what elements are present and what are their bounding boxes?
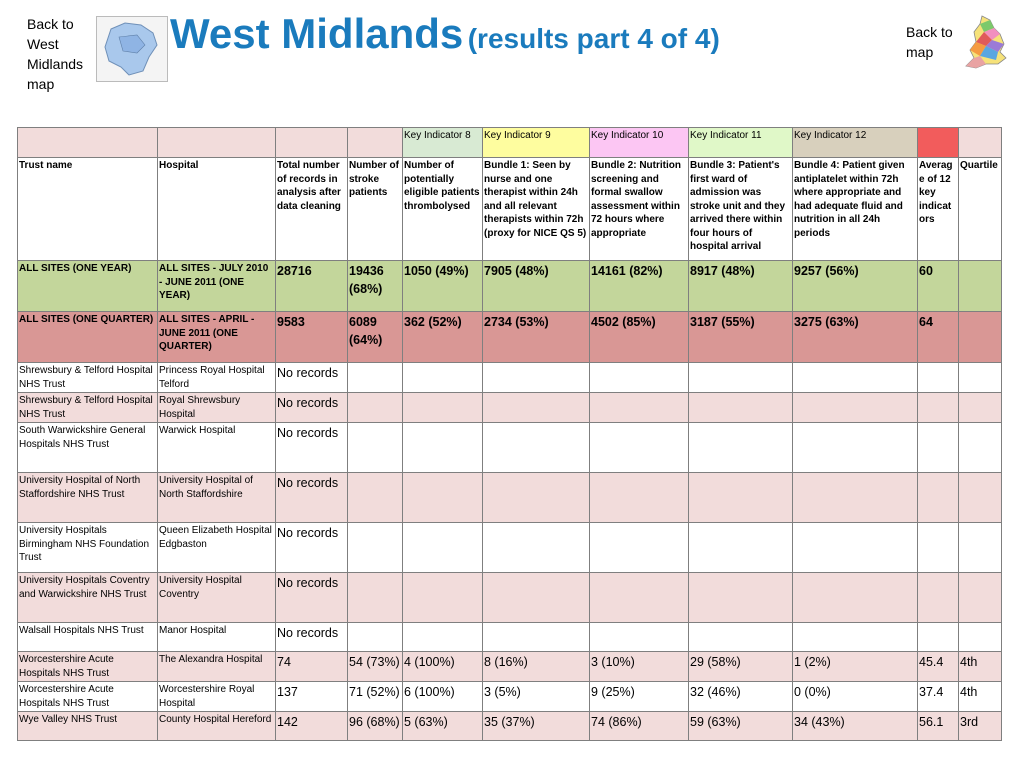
- cell-ki8: [403, 523, 483, 573]
- cell-ki8: [403, 423, 483, 473]
- column-header: Quartile: [959, 158, 1002, 261]
- table-row: [18, 423, 1002, 473]
- column-header-row: [18, 158, 1002, 261]
- cell-ki10: [590, 573, 689, 623]
- cell-ki9: [483, 623, 590, 652]
- table-row: [18, 652, 1002, 682]
- key-indicator-12: Key Indicator 12: [793, 128, 918, 158]
- column-header: Number of potentially eligible patients thrombolysed: [403, 158, 483, 261]
- cell-avg: 56.1: [918, 712, 959, 741]
- cell-ki12: [793, 573, 918, 623]
- cell-ki12: 34 (43%): [793, 712, 918, 741]
- cell-quartile: [959, 393, 1002, 423]
- cell-stroke: [348, 623, 403, 652]
- cell-records: 74: [276, 652, 348, 682]
- cell-avg: [918, 523, 959, 573]
- cell-stroke: [348, 363, 403, 393]
- cell-hospital: Royal Shrewsbury Hospital: [158, 393, 276, 423]
- cell-ki8: 4 (100%): [403, 652, 483, 682]
- cell-hospital: University Hospital of North Staffordshire: [158, 473, 276, 523]
- cell-ki9: [483, 523, 590, 573]
- summary-row-one-year: ALL SITES (ONE YEAR) ALL SITES - JULY 2010 - JUNE 2011 (ONE YEAR) 28716 19436 (68%) 1050 (49%) 7905 (48%) 14161 (82%) 8917 (48%) 9257 (56%) 60: [18, 261, 1002, 312]
- cell-ki12: [793, 423, 918, 473]
- cell-ki12: [793, 393, 918, 423]
- cell-quartile: [959, 573, 1002, 623]
- cell-records: No records: [276, 393, 348, 423]
- cell-ki10: [590, 623, 689, 652]
- cell-ki8: [403, 473, 483, 523]
- cell-trust: Shrewsbury & Telford Hospital NHS Trust: [18, 363, 158, 393]
- cell-quartile: [959, 623, 1002, 652]
- table-row: [18, 473, 1002, 523]
- table-row: [18, 573, 1002, 623]
- cell-ki10: 74 (86%): [590, 712, 689, 741]
- cell-avg: [918, 423, 959, 473]
- cell-hospital: The Alexandra Hospital: [158, 652, 276, 682]
- cell-quartile: [959, 363, 1002, 393]
- cell-trust: Shrewsbury & Telford Hospital NHS Trust: [18, 393, 158, 423]
- cell-trust: Worcestershire Acute Hospitals NHS Trust: [18, 652, 158, 682]
- cell-stroke: [348, 573, 403, 623]
- column-header: Bundle 4: Patient given antiplatelet within 72h where appropriate and had adequate fluid and nutrition in all 24h periods: [793, 158, 918, 261]
- average-header-swatch: [918, 128, 959, 158]
- summary-row-one-quarter: ALL SITES (ONE QUARTER) ALL SITES - APRIL - JUNE 2011 (ONE QUARTER) 9583 6089 (64%) 362 (52%) 2734 (53%) 4502 (85%) 3187 (55%) 3275 (63%) 64: [18, 312, 1002, 363]
- cell-ki12: 0 (0%): [793, 682, 918, 712]
- cell-ki8: [403, 363, 483, 393]
- key-indicator-9: Key Indicator 9: [483, 128, 590, 158]
- cell-avg: [918, 473, 959, 523]
- table-row: [18, 363, 1002, 393]
- cell-trust: Walsall Hospitals NHS Trust: [18, 623, 158, 652]
- cell-ki11: [689, 363, 793, 393]
- cell-ki9: 35 (37%): [483, 712, 590, 741]
- results-table: [17, 127, 1002, 741]
- key-indicator-10: Key Indicator 10: [590, 128, 689, 158]
- cell-trust: University Hospitals Birmingham NHS Foundation Trust: [18, 523, 158, 573]
- cell-hospital: Manor Hospital: [158, 623, 276, 652]
- cell-ki12: [793, 363, 918, 393]
- column-header: Number of stroke patients: [348, 158, 403, 261]
- column-header: Hospital: [158, 158, 276, 261]
- key-indicator-8: Key Indicator 8: [403, 128, 483, 158]
- cell-ki9: [483, 423, 590, 473]
- cell-ki10: [590, 393, 689, 423]
- cell-stroke: 54 (73%): [348, 652, 403, 682]
- cell-ki11: [689, 423, 793, 473]
- cell-stroke: [348, 523, 403, 573]
- cell-ki11: [689, 573, 793, 623]
- cell-trust: University Hospital of North Staffordshire NHS Trust: [18, 473, 158, 523]
- page-title-sub: (results part 4 of 4): [467, 23, 720, 54]
- cell-ki8: 6 (100%): [403, 682, 483, 712]
- cell-ki11: [689, 623, 793, 652]
- cell-ki10: [590, 523, 689, 573]
- cell-records: 137: [276, 682, 348, 712]
- cell-ki11: [689, 523, 793, 573]
- cell-ki10: [590, 473, 689, 523]
- cell-records: 142: [276, 712, 348, 741]
- cell-hospital: Princess Royal Hospital Telford: [158, 363, 276, 393]
- cell-stroke: 96 (68%): [348, 712, 403, 741]
- cell-ki11: 29 (58%): [689, 652, 793, 682]
- cell-trust: Wye Valley NHS Trust: [18, 712, 158, 741]
- cell-hospital: Warwick Hospital: [158, 423, 276, 473]
- table-row: [18, 523, 1002, 573]
- column-header: Bundle 3: Patient's first ward of admission was stroke unit and they arrived there within four hours of hospital arrival: [689, 158, 793, 261]
- cell-ki10: [590, 363, 689, 393]
- cell-ki8: [403, 573, 483, 623]
- cell-trust: University Hospitals Coventry and Warwickshire NHS Trust: [18, 573, 158, 623]
- cell-ki12: [793, 523, 918, 573]
- cell-ki9: [483, 473, 590, 523]
- cell-ki11: 32 (46%): [689, 682, 793, 712]
- cell-ki12: 1 (2%): [793, 652, 918, 682]
- cell-ki10: 9 (25%): [590, 682, 689, 712]
- cell-hospital: Worcestershire Royal Hospital: [158, 682, 276, 712]
- cell-quartile: 4th: [959, 652, 1002, 682]
- cell-avg: 37.4: [918, 682, 959, 712]
- cell-quartile: [959, 423, 1002, 473]
- page-title: [170, 10, 720, 58]
- cell-stroke: [348, 393, 403, 423]
- cell-avg: [918, 393, 959, 423]
- cell-avg: 45.4: [918, 652, 959, 682]
- cell-ki9: [483, 363, 590, 393]
- cell-hospital: University Hospital Coventry: [158, 573, 276, 623]
- cell-records: No records: [276, 423, 348, 473]
- cell-ki10: [590, 423, 689, 473]
- cell-ki9: 8 (16%): [483, 652, 590, 682]
- column-header: Total number of records in analysis after data cleaning: [276, 158, 348, 261]
- key-indicator-row: [18, 128, 1002, 158]
- table-row: [18, 623, 1002, 652]
- cell-ki8: [403, 623, 483, 652]
- cell-ki9: [483, 393, 590, 423]
- cell-ki9: [483, 573, 590, 623]
- cell-quartile: [959, 473, 1002, 523]
- cell-ki9: 3 (5%): [483, 682, 590, 712]
- back-to-west-midlands-link[interactable]: Back to West Midlands map: [27, 16, 84, 92]
- cell-avg: [918, 363, 959, 393]
- cell-hospital: Queen Elizabeth Hospital Edgbaston: [158, 523, 276, 573]
- table-row: [18, 393, 1002, 423]
- cell-ki8: [403, 393, 483, 423]
- column-header: Bundle 2: Nutrition screening and formal swallow assessment within 72 hours where appropriate: [590, 158, 689, 261]
- key-indicator-11: Key Indicator 11: [689, 128, 793, 158]
- cell-records: No records: [276, 573, 348, 623]
- cell-records: No records: [276, 473, 348, 523]
- cell-avg: [918, 573, 959, 623]
- cell-ki12: [793, 623, 918, 652]
- column-header: Average of 12 key indicators: [918, 158, 959, 261]
- cell-quartile: [959, 523, 1002, 573]
- table-row: [18, 682, 1002, 712]
- england-map-thumbnail[interactable]: [960, 14, 1010, 70]
- cell-records: No records: [276, 363, 348, 393]
- cell-ki8: 5 (63%): [403, 712, 483, 741]
- cell-ki11: [689, 393, 793, 423]
- cell-avg: [918, 623, 959, 652]
- column-header: Trust name: [18, 158, 158, 261]
- cell-records: No records: [276, 523, 348, 573]
- back-to-map-link[interactable]: Back to map: [906, 24, 953, 60]
- cell-trust: Worcestershire Acute Hospitals NHS Trust: [18, 682, 158, 712]
- cell-ki11: 59 (63%): [689, 712, 793, 741]
- cell-quartile: 3rd: [959, 712, 1002, 741]
- cell-ki10: 3 (10%): [590, 652, 689, 682]
- cell-ki11: [689, 473, 793, 523]
- cell-ki12: [793, 473, 918, 523]
- cell-trust: South Warwickshire General Hospitals NHS Trust: [18, 423, 158, 473]
- cell-hospital: County Hospital Hereford: [158, 712, 276, 741]
- west-midlands-map-thumbnail[interactable]: [96, 16, 168, 82]
- table-row: [18, 712, 1002, 741]
- page-title-main: West Midlands: [170, 10, 464, 57]
- cell-records: No records: [276, 623, 348, 652]
- column-header: Bundle 1: Seen by nurse and one therapist within 24h and all relevant therapists within 72h (proxy for NICE QS 5): [483, 158, 590, 261]
- cell-stroke: 71 (52%): [348, 682, 403, 712]
- cell-stroke: [348, 473, 403, 523]
- cell-stroke: [348, 423, 403, 473]
- cell-quartile: 4th: [959, 682, 1002, 712]
